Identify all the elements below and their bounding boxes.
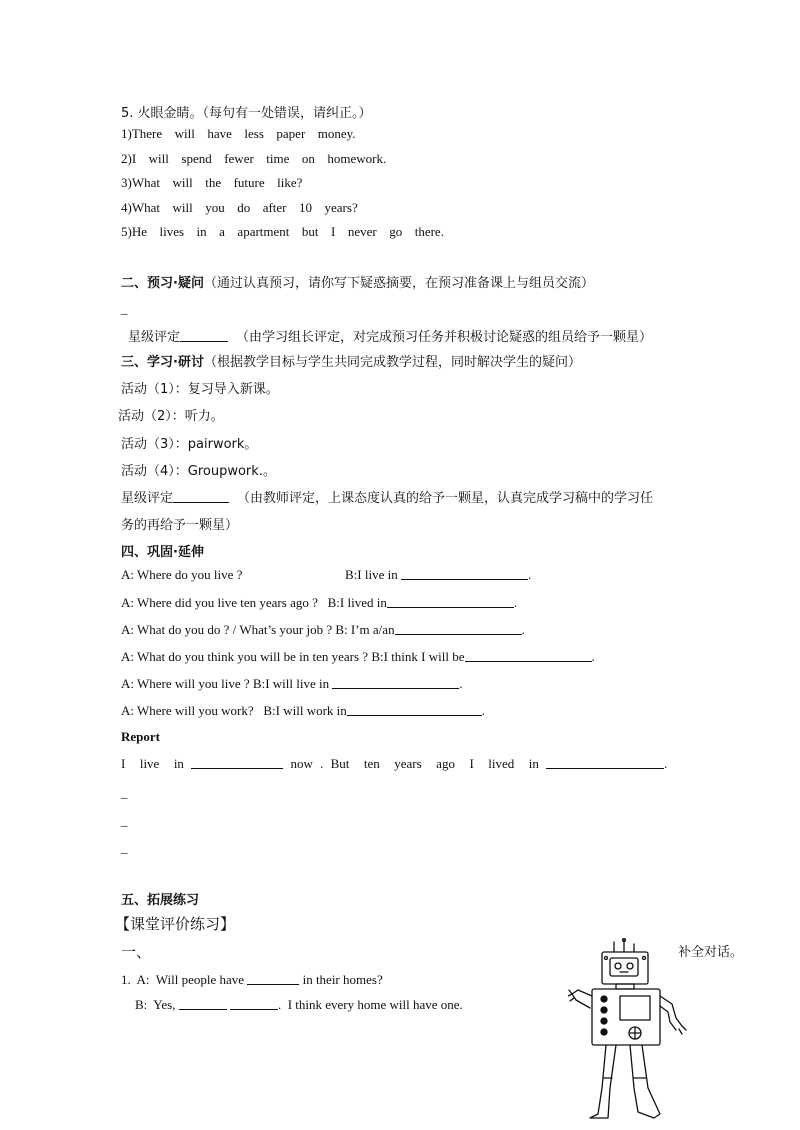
report-heading: Report bbox=[121, 729, 160, 744]
dialog-3-b: B: I’m a/an bbox=[335, 622, 395, 637]
dialog-1-b-line: B:I live in . bbox=[345, 567, 532, 582]
report-dash-2: _ bbox=[121, 813, 128, 828]
dialog-1-b: B:I live in bbox=[345, 567, 401, 582]
section4-heading: 四、巩固·延伸 bbox=[121, 545, 204, 560]
dialog-4-a: A: What do you think you will be in ten years ? bbox=[121, 649, 369, 664]
section2-rating-note: （由学习组长评定，对完成预习任务并积极讨论疑惑的组员给予一颗星） bbox=[236, 330, 653, 345]
section3-rating-label: 星级评定 bbox=[121, 491, 174, 506]
dialog-3-line: A: What do you do ? / What’s your job ? B: I’m a/an . bbox=[121, 622, 525, 637]
dialog-2-b: B:I lived in bbox=[327, 595, 387, 610]
dialog-6-line: A: Where will you work? B:I will work in . bbox=[121, 703, 486, 718]
section5-intro-left: 一、 bbox=[121, 943, 152, 961]
dialog-2-blank bbox=[387, 595, 514, 608]
dialog-2-a: A: Where did you live ten years ago ? bbox=[121, 595, 318, 610]
report-blank-1 bbox=[191, 756, 283, 769]
activity-2: 活动（2）：听力。 bbox=[118, 409, 224, 424]
dialog-3-blank bbox=[395, 622, 522, 635]
q1-b-prefix: B: Yes, bbox=[135, 997, 179, 1012]
section3-rating-note-2: 务的再给予一颗星） bbox=[121, 518, 239, 533]
robot-illustration-icon bbox=[568, 938, 688, 1123]
q5-item-3: 3)What will the future like? bbox=[121, 175, 303, 190]
dialog-6-b: B:I will work in bbox=[263, 703, 347, 718]
report-text-1: I live in bbox=[121, 756, 192, 771]
dialog-1-a: A: Where do you live ? bbox=[121, 567, 243, 582]
section3-heading: 三、学习·研讨 bbox=[121, 355, 204, 370]
report-blank-2 bbox=[546, 756, 664, 769]
activity-3: 活动（3）：pairwork。 bbox=[121, 437, 258, 452]
q1-b-blank-1 bbox=[179, 997, 227, 1010]
section3-note: （根据教学目标与学生共同完成教学过程，同时解决学生的疑问） bbox=[203, 355, 581, 370]
q1-b-line bbox=[135, 997, 463, 1013]
section2-heading-line bbox=[121, 272, 594, 291]
dialog-3-a: A: What do you do ? / What’s your job ? bbox=[121, 622, 333, 637]
section5-heading: 五、拓展练习 bbox=[121, 893, 200, 908]
report-dash-1: _ bbox=[121, 785, 128, 800]
dialog-4-blank bbox=[465, 649, 592, 662]
section5-intro-right: 补全对话。 bbox=[678, 945, 744, 960]
dialog-5-a: A: Where will you live ? bbox=[121, 676, 250, 691]
section3-heading-line bbox=[121, 351, 581, 370]
section2-dash: _ bbox=[121, 301, 128, 316]
dialog-2-line: A: Where did you live ten years ago ? B:I lived in . bbox=[121, 595, 518, 610]
q1-b-suffix: . I think every home will have one. bbox=[277, 997, 463, 1012]
section2-rating-line bbox=[128, 326, 652, 345]
q5-item-1: 1)There will have less paper money. bbox=[121, 126, 356, 141]
section2-heading: 二、预习·疑问 bbox=[121, 276, 204, 291]
section2-note: （通过认真预习，请你写下疑惑摘要，在预习准备课上与组员交流） bbox=[203, 276, 594, 291]
q5-title: 5. 火眼金睛。（每句有一处错误，请纠正。） bbox=[121, 106, 372, 121]
report-line: I live in now . But ten years ago I lived in . bbox=[121, 756, 668, 771]
q1-a-prefix: 1. A: Will people have bbox=[121, 972, 248, 987]
section3-rating-note-1: （由教师评定，上课态度认真的给予一颗星，认真完成学习稿中的学习任 bbox=[237, 491, 654, 506]
q1-a-line bbox=[121, 972, 383, 988]
dialog-4-line: A: What do you think you will be in ten years ? B:I think I will be . bbox=[121, 649, 595, 664]
section3-rating-blank bbox=[173, 490, 229, 503]
q1-a-suffix: in their homes? bbox=[299, 972, 383, 987]
dialog-5-b: B:I will live in bbox=[252, 676, 333, 691]
report-dash-3: _ bbox=[121, 840, 128, 855]
q5-item-4: 4)What will you do after 10 years? bbox=[121, 200, 358, 215]
section2-rating-blank bbox=[180, 329, 228, 342]
dialog-4-b: B:I think I will be bbox=[371, 649, 465, 664]
activity-1: 活动（1）：复习导入新课。 bbox=[121, 382, 279, 397]
dialog-6-blank bbox=[347, 703, 482, 716]
q5-item-2: 2)I will spend fewer time on homework. bbox=[121, 151, 387, 166]
dialog-1-blank bbox=[401, 567, 528, 580]
dialog-5-blank bbox=[332, 676, 459, 689]
section5-subheading: 【课堂评价练习】 bbox=[115, 915, 236, 933]
q5-item-5: 5)He lives in a apartment but I never go there. bbox=[121, 224, 444, 239]
section2-rating-label: 星级评定 bbox=[128, 330, 181, 345]
dialog-6-a: A: Where will you work? bbox=[121, 703, 254, 718]
report-text-2: now . But ten years ago I lived in bbox=[283, 756, 547, 771]
q1-b-blank-2 bbox=[230, 997, 278, 1010]
activity-4: 活动（4）：Groupwork.。 bbox=[121, 464, 276, 479]
section3-rating-line bbox=[121, 487, 653, 506]
q1-a-blank bbox=[247, 972, 299, 985]
dialog-5-line: A: Where will you live ? B:I will live in . bbox=[121, 676, 463, 691]
